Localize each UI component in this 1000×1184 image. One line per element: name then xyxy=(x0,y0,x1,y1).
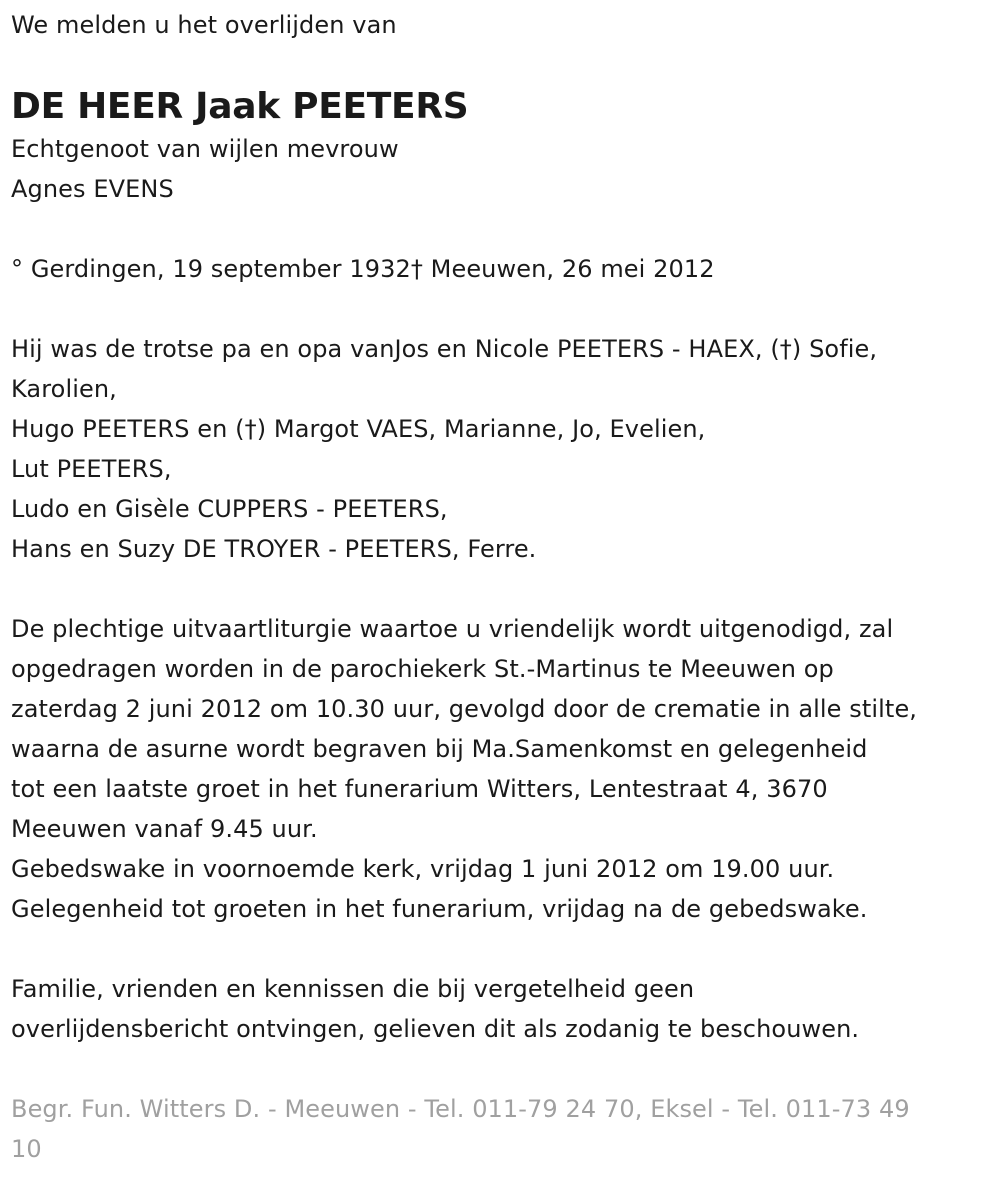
ceremony-line: zaterdag 2 juni 2012 om 10.30 uur, gevolgd door de crematie in alle stilte, xyxy=(11,695,918,723)
ceremony-line: De plechtige uitvaartliturgie waartoe u vriendelijk wordt uitgenodigd, zal xyxy=(11,615,894,643)
obituary-notice xyxy=(11,0,996,1169)
footer-line-1: Begr. Fun. Witters D. - Meeuwen - Tel. 011-79 24 70, Eksel - Tel. 011-73 49 xyxy=(11,1095,910,1123)
ceremony-line: opgedragen worden in de parochiekerk St.-Martinus te Meeuwen op xyxy=(11,655,834,683)
funeral-director-footer xyxy=(11,1089,996,1169)
ceremony-line: waarna de asurne wordt begraven bij Ma.Samenkomst en gelegenheid xyxy=(11,735,868,763)
deceased-name: DE HEER Jaak PEETERS xyxy=(11,86,469,127)
ceremony-section xyxy=(11,609,996,929)
ceremony-line: Gelegenheid tot groeten in het funerarium, vrijdag na de gebedswake. xyxy=(11,895,868,923)
spacer xyxy=(11,209,996,249)
ceremony-line: Gebedswake in voornoemde kerk, vrijdag 1 juni 2012 om 19.00 uur. xyxy=(11,855,835,883)
spacer xyxy=(11,569,996,609)
notice-section xyxy=(11,969,996,1049)
family-line: Lut PEETERS, xyxy=(11,455,172,483)
family-line: Ludo en Gisèle CUPPERS - PEETERS, xyxy=(11,495,448,523)
notice-line: Familie, vrienden en kennissen die bij vergetelheid geen xyxy=(11,975,695,1003)
family-line: Hij was de trotse pa en opa vanJos en Nicole PEETERS - HAEX, (†) Sofie, xyxy=(11,335,878,363)
spouse-line-2: Agnes EVENS xyxy=(11,175,174,203)
birth-death-dates: ° Gerdingen, 19 september 1932† Meeuwen, 26 mei 2012 xyxy=(11,255,715,283)
ceremony-line: Meeuwen vanaf 9.45 uur. xyxy=(11,815,318,843)
spacer xyxy=(11,289,996,329)
notice-line: overlijdensbericht ontvingen, gelieven dit als zodanig te beschouwen. xyxy=(11,1015,860,1043)
family-line: Hugo PEETERS en (†) Margot VAES, Marianne, Jo, Evelien, xyxy=(11,415,706,443)
spacer xyxy=(11,929,996,969)
footer-line-2: 10 xyxy=(11,1135,42,1163)
ceremony-line: tot een laatste groet in het funerarium Witters, Lentestraat 4, 3670 xyxy=(11,775,828,803)
family-line: Karolien, xyxy=(11,375,117,403)
intro-text: We melden u het overlijden van xyxy=(11,11,397,39)
family-section xyxy=(11,329,996,569)
family-line: Hans en Suzy DE TROYER - PEETERS, Ferre. xyxy=(11,535,537,563)
spacer xyxy=(11,1049,996,1089)
spouse-line-1: Echtgenoot van wijlen mevrouw xyxy=(11,135,399,163)
